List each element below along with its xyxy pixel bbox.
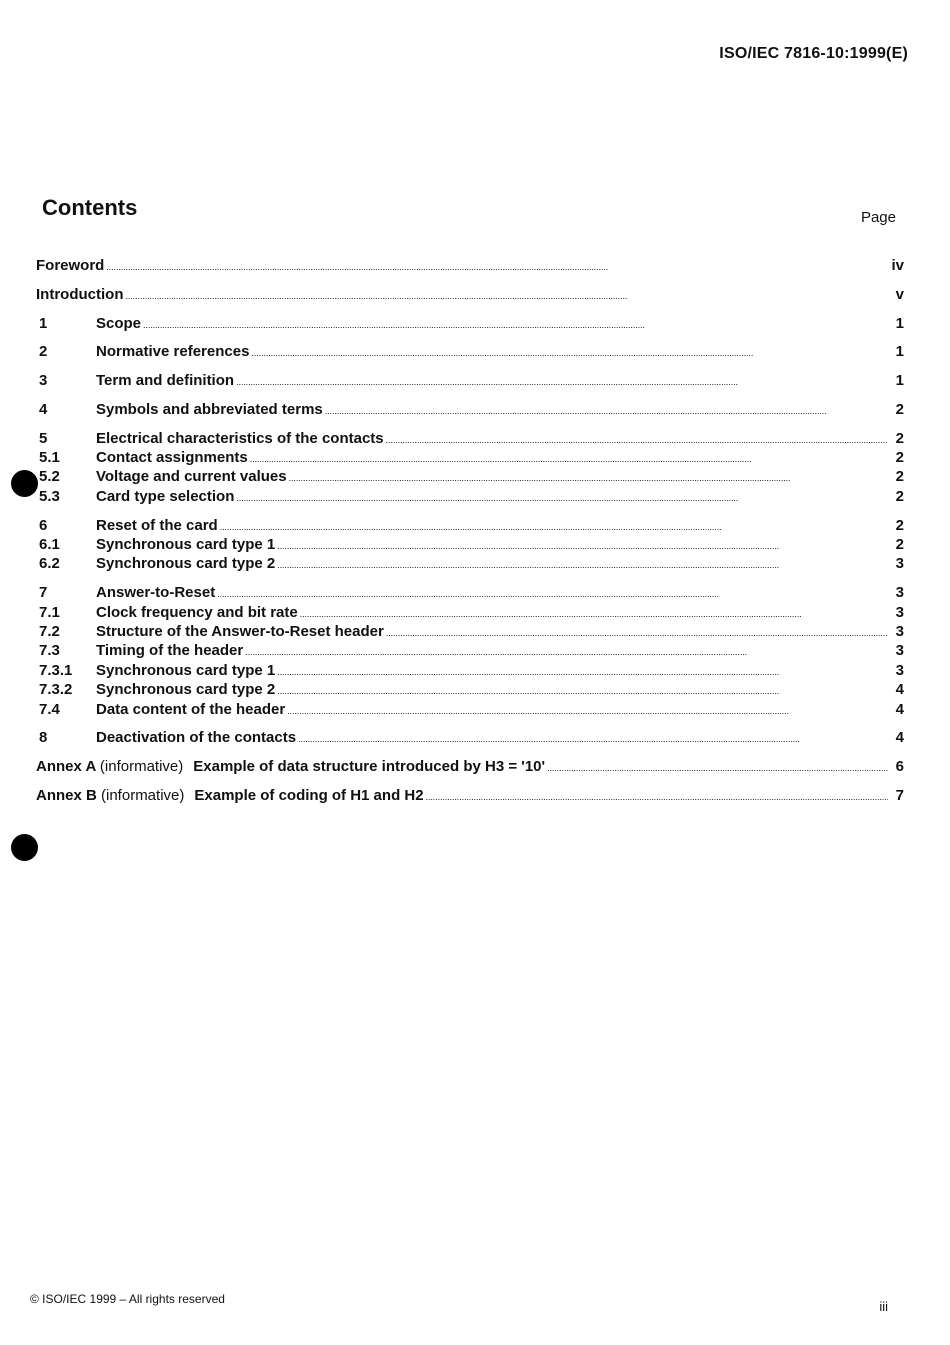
toc-leader-dots [386, 622, 888, 643]
toc-entry-page: 1 [895, 314, 904, 332]
toc-entry-number: 6 [39, 516, 48, 534]
copyright-notice: © ISO/IEC 1999 – All rights reserved [30, 1292, 225, 1306]
toc-leader-dots [386, 429, 888, 450]
toc-leader-dots [220, 516, 888, 537]
toc-entry[interactable] [36, 400, 904, 419]
toc-entry[interactable] [36, 516, 904, 535]
toc-entry-title: Synchronous card type 2 [96, 555, 276, 573]
toc-entry[interactable] [36, 622, 904, 641]
toc-leader-dots [300, 603, 888, 624]
toc-entry-page: 3 [895, 555, 904, 573]
toc-entry-title: Synchronous card type 1 [96, 536, 276, 554]
toc-entry[interactable] [36, 661, 904, 680]
annex-letter: Annex A [36, 758, 96, 776]
toc-leader-dots [277, 554, 888, 575]
toc-entry-title: Normative references [96, 343, 250, 361]
toc-entry[interactable] [36, 535, 904, 554]
toc-entry-title: Reset of the card [96, 516, 218, 534]
toc-annex-entry[interactable] [36, 757, 904, 776]
toc-entry[interactable] [36, 641, 904, 660]
toc-entry-title: Answer-to-Reset [96, 584, 216, 602]
punch-hole [11, 834, 38, 861]
toc-annex-entry[interactable] [36, 786, 904, 805]
toc-entry-number: 7.3.1 [39, 661, 73, 679]
document-id: ISO/IEC 7816-10:1999(E) [719, 45, 908, 62]
contents-heading: Contents [42, 195, 138, 220]
toc-entry-title: Clock frequency and bit rate [96, 603, 298, 621]
toc-entry-page: 2 [895, 536, 904, 554]
annex-qualifier: (informative) [101, 786, 185, 804]
toc-leader-dots [298, 728, 888, 749]
toc-entry-title: Card type selection [96, 487, 235, 505]
toc-leader-dots [236, 371, 888, 392]
toc-entry-title: Deactivation of the contacts [96, 729, 297, 747]
page-number: iii [879, 1299, 888, 1314]
toc-entry-page: 3 [895, 642, 904, 660]
annex-title: Example of data structure introduced by H3 = '10' [193, 758, 546, 776]
toc-entry-title: Scope [96, 314, 142, 332]
toc-entry-title: Synchronous card type 1 [96, 661, 276, 679]
toc-entry-number: 2 [39, 343, 48, 361]
annex-qualifier: (informative) [99, 758, 184, 776]
toc-entry[interactable] [36, 429, 904, 448]
toc-entry-page: 3 [895, 584, 904, 602]
toc-entry-page: 2 [895, 487, 904, 505]
punch-hole [11, 470, 38, 497]
toc-entry-page: 4 [895, 681, 904, 699]
table-of-contents [36, 256, 904, 805]
toc-entry-page: 3 [895, 661, 904, 679]
toc-entry-title: Introduction [36, 285, 124, 303]
toc-entry-page: 2 [895, 468, 904, 486]
toc-entry[interactable] [36, 342, 904, 361]
toc-leader-dots [547, 757, 888, 778]
toc-entry-page: 2 [895, 429, 904, 447]
toc-entry-page: 7 [895, 786, 904, 804]
toc-leader-dots [277, 680, 888, 701]
annex-title: Example of coding of H1 and H2 [194, 786, 424, 804]
toc-entry[interactable] [36, 371, 904, 390]
toc-entry-number: 7.1 [39, 603, 60, 621]
toc-entry-title: Data content of the header [96, 700, 286, 718]
toc-leader-dots [245, 641, 888, 662]
toc-entry-number: 3 [39, 372, 48, 390]
toc-entry[interactable] [36, 583, 904, 602]
toc-entry[interactable] [36, 487, 904, 506]
toc-entry-number: 1 [39, 314, 48, 332]
toc-entry-page: 2 [895, 400, 904, 418]
toc-entry-page: 2 [895, 516, 904, 534]
toc-leader-dots [236, 487, 888, 508]
toc-entry-number: 4 [39, 400, 48, 418]
toc-entry-number: 5.3 [39, 487, 60, 505]
toc-leader-dots [277, 535, 888, 556]
toc-entry-number: 7.2 [39, 622, 60, 640]
toc-entry[interactable] [36, 700, 904, 719]
toc-entry-page: 3 [895, 603, 904, 621]
toc-entry-page: iv [891, 257, 904, 274]
toc-leader-dots [143, 314, 888, 335]
toc-entry[interactable] [36, 314, 904, 333]
toc-entry-page: 2 [895, 449, 904, 467]
toc-entry-number: 7.3 [39, 642, 60, 660]
toc-entry-page: 6 [895, 758, 904, 776]
toc-entry[interactable] [36, 554, 904, 573]
toc-entry-number: 5 [39, 429, 48, 447]
toc-leader-dots [217, 583, 888, 604]
annex-label [36, 786, 184, 805]
toc-entry[interactable] [36, 285, 904, 304]
toc-entry[interactable] [36, 728, 904, 747]
toc-entry[interactable] [36, 256, 904, 275]
toc-leader-dots [289, 467, 888, 488]
toc-entry-title: Term and definition [96, 372, 235, 390]
toc-leader-dots [125, 285, 888, 306]
toc-entry[interactable] [36, 448, 904, 467]
toc-entry-page: v [895, 285, 904, 303]
toc-entry-number: 7 [39, 584, 48, 602]
toc-entry-number: 7.3.2 [39, 681, 73, 699]
toc-entry-title: Contact assignments [96, 449, 248, 467]
toc-entry-number: 5.2 [39, 468, 60, 486]
toc-leader-dots [325, 400, 888, 421]
toc-leader-dots [277, 661, 888, 682]
toc-entry-title: Foreword [36, 257, 105, 274]
toc-entry[interactable] [36, 603, 904, 622]
toc-entry-number: 7.4 [39, 700, 60, 718]
page-column-label: Page [860, 209, 896, 226]
toc-entry-page: 1 [895, 372, 904, 390]
toc-entry-title: Structure of the Answer-to-Reset header [96, 622, 384, 640]
toc-entry-title: Timing of the header [96, 642, 244, 660]
toc-entry-number: 8 [39, 729, 48, 747]
toc-leader-dots [426, 786, 888, 807]
toc-entry-number: 5.1 [39, 449, 60, 467]
toc-entry-page: 4 [895, 729, 904, 747]
toc-entry-page: 3 [895, 622, 904, 640]
toc-leader-dots [287, 700, 888, 721]
toc-leader-dots [106, 256, 888, 277]
toc-entry-number: 6.2 [39, 555, 60, 573]
toc-entry-number: 6.1 [39, 536, 60, 554]
toc-entry-page: 4 [895, 700, 904, 718]
toc-entry-title: Voltage and current values [96, 468, 287, 486]
toc-entry[interactable] [36, 680, 904, 699]
annex-label [36, 757, 183, 776]
toc-entry[interactable] [36, 467, 904, 486]
toc-leader-dots [251, 342, 888, 363]
annex-letter: Annex B [36, 786, 97, 804]
toc-entry-page: 1 [895, 343, 904, 361]
toc-leader-dots [250, 448, 888, 469]
toc-entry-title: Electrical characteristics of the contacts [96, 429, 384, 447]
toc-entry-title: Symbols and abbreviated terms [96, 400, 323, 418]
toc-entry-title: Synchronous card type 2 [96, 681, 276, 699]
